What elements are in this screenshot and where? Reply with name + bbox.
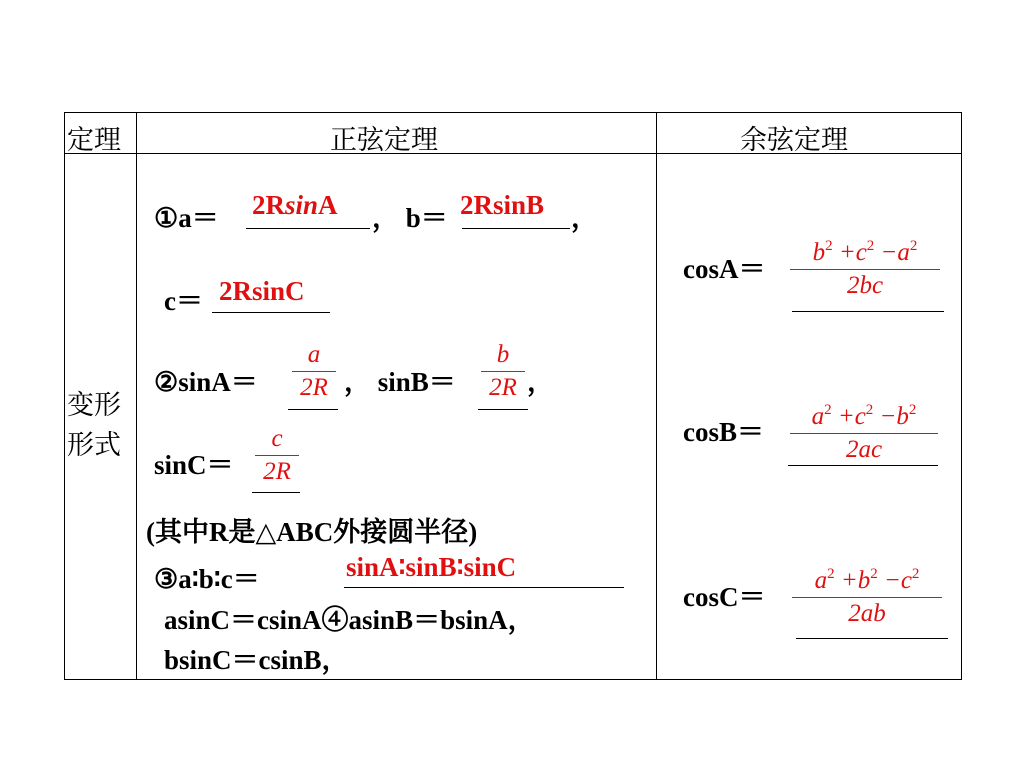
sine-line1-prefix: ①a＝ xyxy=(154,203,219,233)
sine-line1-mid: ， b＝ xyxy=(372,203,448,233)
sine-line4-prefix: sinC＝ xyxy=(154,450,234,480)
answer-blank-e xyxy=(478,409,528,410)
answer-blank-c xyxy=(212,312,330,313)
header-cosine-law: 余弦定理 xyxy=(740,125,848,156)
header-sine-law: 正弦定理 xyxy=(330,125,438,156)
cosB-fraction: $a^2 +c^2 -b^2$ 2ac xyxy=(790,394,938,466)
answer-blank-f xyxy=(252,492,300,493)
answer-blank-a xyxy=(246,228,370,229)
answer-blank-cosA xyxy=(792,311,944,312)
sine-line3-prefix: ②sinA＝ xyxy=(154,367,258,397)
row-label-line1: 变形 xyxy=(67,390,121,421)
column-divider-2 xyxy=(656,112,657,679)
fraction-b-over-2R: b 2R xyxy=(481,340,525,403)
answer-blank-cosC xyxy=(796,638,948,639)
sine-line7: bsinC＝csinB， xyxy=(164,645,349,675)
header-theorem: 定理 xyxy=(67,125,121,156)
sine-line2-prefix: c＝ xyxy=(164,286,203,316)
fraction-a-over-2R: a 2R xyxy=(292,340,336,403)
cosA-fraction: $b^2 +c^2 -a^2$ 2bc xyxy=(790,230,940,302)
answer-blank-b xyxy=(462,228,570,229)
sine-answer-c: 2RsinC xyxy=(219,276,305,306)
answer-blank-g xyxy=(344,587,624,588)
sine-line6: asinC＝csinA④asinB＝bsinA， xyxy=(164,605,535,635)
fraction-c-over-2R: c 2R xyxy=(255,424,299,487)
sine-answer-b: 2RsinB xyxy=(460,190,545,220)
sine-line1-suffix: ， xyxy=(571,203,598,233)
sine-line3-suffix: ， xyxy=(527,367,554,397)
column-divider-1 xyxy=(136,112,137,679)
sine-line5-prefix: ③a∶b∶c＝ xyxy=(154,564,260,594)
cosC-fraction: $a^2 +b^2 -c^2$ 2ab xyxy=(792,558,942,630)
cosB-label: cosB＝ xyxy=(683,417,764,447)
cosA-label: cosA＝ xyxy=(683,254,766,284)
row-label-line2: 形式 xyxy=(67,430,121,461)
sine-line3-mid: ， sinB＝ xyxy=(344,367,456,397)
cosC-label: cosC＝ xyxy=(683,582,766,612)
circumradius-note: (其中R是△ABC外接圆半径) xyxy=(146,517,478,547)
answer-blank-d xyxy=(288,409,338,410)
answer-blank-cosB xyxy=(788,465,938,466)
sine-ratio-answer: sinA∶sinB∶sinC xyxy=(346,552,517,582)
sine-answer-a: 2RsinA xyxy=(252,190,338,220)
